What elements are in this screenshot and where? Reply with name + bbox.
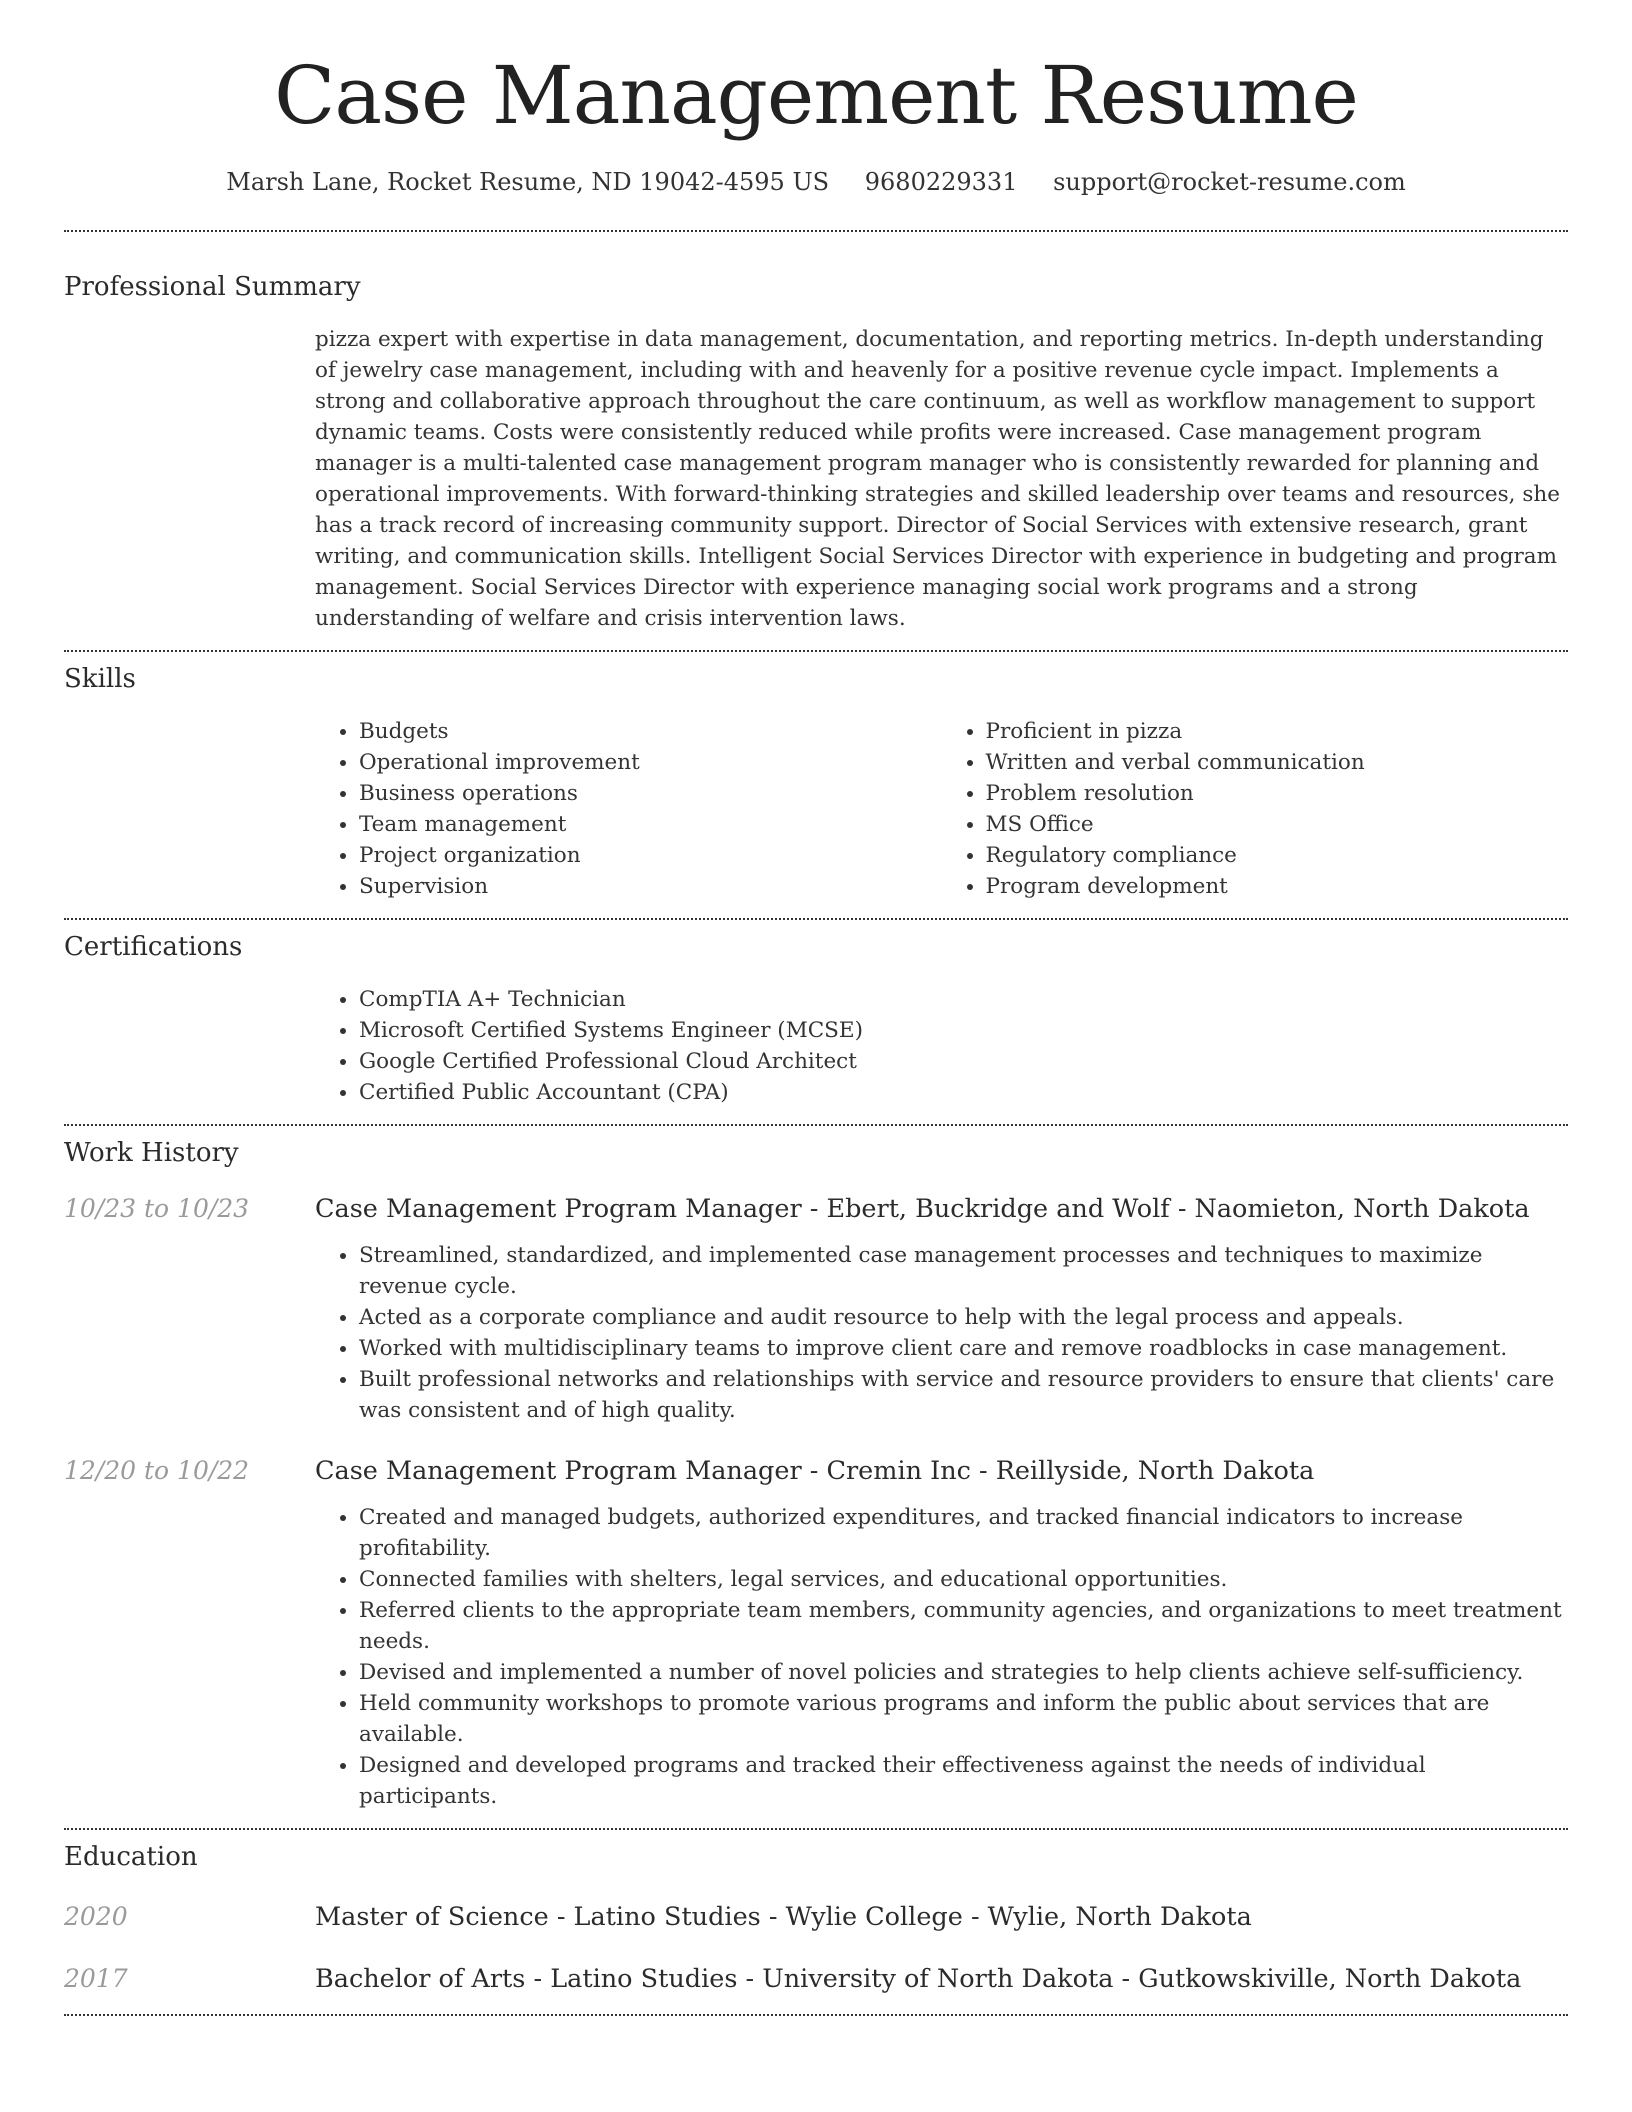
job-bullet: • Acted as a corporate compliance and audit resource to help with the legal process and appeals. xyxy=(359,1302,1568,1333)
address: Marsh Lane, Rocket Resume, ND 19042-4595 US xyxy=(226,168,830,196)
job-bullet: • Devised and implemented a number of novel policies and strategies to help clients achieve self-sufficiency. xyxy=(359,1657,1568,1688)
section-title-certifications: Certifications xyxy=(64,932,243,962)
skill-item: • Regulatory compliance xyxy=(986,840,1569,871)
certification-item: • CompTIA A+ Technician xyxy=(359,984,1568,1015)
job-entry xyxy=(64,1194,1568,1426)
education-entry xyxy=(64,1902,1568,1932)
job-title: Case Management Program Manager - Ebert, Buckridge and Wolf - Naomieton, North Dakota xyxy=(315,1194,1530,1224)
job-bullets xyxy=(315,1240,1568,1426)
section-title-skills: Skills xyxy=(64,664,136,694)
job-bullet: • Streamlined, standardized, and implemented case management processes and techniques to maximize revenue cycle. xyxy=(359,1240,1568,1302)
education-year: 2020 xyxy=(64,1902,128,1931)
job-dates: 10/23 to 10/23 xyxy=(64,1194,250,1223)
skill-item: • Problem resolution xyxy=(986,778,1569,809)
skill-item: • Operational improvement xyxy=(359,747,942,778)
email: support@rocket-resume.com xyxy=(1053,168,1406,196)
certification-item: • Certified Public Accountant (CPA) xyxy=(359,1077,1568,1108)
skills-list-right xyxy=(942,716,1569,902)
job-bullet: • Held community workshops to promote various programs and inform the public about services that are available. xyxy=(359,1688,1568,1750)
section-title-work: Work History xyxy=(64,1138,239,1168)
summary-text: pizza expert with expertise in data management, documentation, and reporting metrics. In-depth understanding of jewelry case management, including with and heavenly for a positive revenue cycle impact. Implements a strong and collaborative approach throughout the care continuum, as well as workflow management to support dynamic teams. Costs were consistently reduced while profits were increased. Case management program manager is a multi-talented case management program manager who is consistently rewarded for planning and operational improvements. With forward-thinking strategies and skilled leadership over teams and resources, she has a track record of increasing community support. Director of Social Services with extensive research, grant writing, and communication skills. Intelligent Social Services Director with experience in budgeting and program management. Social Services Director with experience managing social work programs and a strong understanding of welfare and crisis intervention laws. xyxy=(315,327,1560,631)
skill-item: • Project organization xyxy=(359,840,942,871)
certification-item: • Google Certified Professional Cloud Architect xyxy=(359,1046,1568,1077)
job-bullets xyxy=(315,1502,1568,1812)
job-bullet: • Connected families with shelters, legal services, and educational opportunities. xyxy=(359,1564,1568,1595)
section-title-education: Education xyxy=(64,1842,198,1872)
skill-item: • Written and verbal communication xyxy=(986,747,1569,778)
section-title-summary: Professional Summary xyxy=(64,272,361,302)
resume-title: Case Management Resume xyxy=(274,49,1358,142)
job-bullet: • Designed and developed programs and tracked their effectiveness against the needs of individual participants. xyxy=(359,1750,1568,1812)
job-entry xyxy=(64,1456,1568,1812)
resume-header xyxy=(0,0,1632,196)
skill-item: • Budgets xyxy=(359,716,942,747)
job-bullet: • Referred clients to the appropriate team members, community agencies, and organizations to meet treatment needs. xyxy=(359,1595,1568,1657)
skill-item: • Proficient in pizza xyxy=(986,716,1569,747)
skill-item: • Supervision xyxy=(359,871,942,902)
skill-item: • Program development xyxy=(986,871,1569,902)
phone: 9680229331 xyxy=(864,168,1018,196)
job-bullet: • Created and managed budgets, authorized expenditures, and tracked financial indicators to increase profitability. xyxy=(359,1502,1568,1564)
summary-section xyxy=(64,232,1568,634)
education-year: 2017 xyxy=(64,1964,128,1993)
education-degree: Bachelor of Arts - Latino Studies - University of North Dakota - Gutkowskiville, North Dakota xyxy=(315,1964,1522,1994)
contact-line xyxy=(0,168,1632,196)
certifications-section xyxy=(64,920,1568,1108)
job-title: Case Management Program Manager - Cremin Inc - Reillyside, North Dakota xyxy=(315,1456,1315,1486)
skills-list-left xyxy=(315,716,942,902)
job-bullet: • Built professional networks and relationships with service and resource providers to ensure that clients' care was consistent and of high quality. xyxy=(359,1364,1568,1426)
job-dates: 12/20 to 10/22 xyxy=(64,1456,250,1485)
skill-item: • Team management xyxy=(359,809,942,840)
job-bullet: • Worked with multidisciplinary teams to improve client care and remove roadblocks in case management. xyxy=(359,1333,1568,1364)
certifications-list xyxy=(315,984,1568,1108)
divider xyxy=(64,2014,1568,2016)
work-history-section xyxy=(64,1126,1568,1812)
education-degree: Master of Science - Latino Studies - Wylie College - Wylie, North Dakota xyxy=(315,1902,1252,1932)
education-entry xyxy=(64,1964,1568,1994)
skill-item: • MS Office xyxy=(986,809,1569,840)
education-section xyxy=(64,1830,1568,1994)
certification-item: • Microsoft Certified Systems Engineer (MCSE) xyxy=(359,1015,1568,1046)
skills-section xyxy=(64,652,1568,902)
skill-item: • Business operations xyxy=(359,778,942,809)
